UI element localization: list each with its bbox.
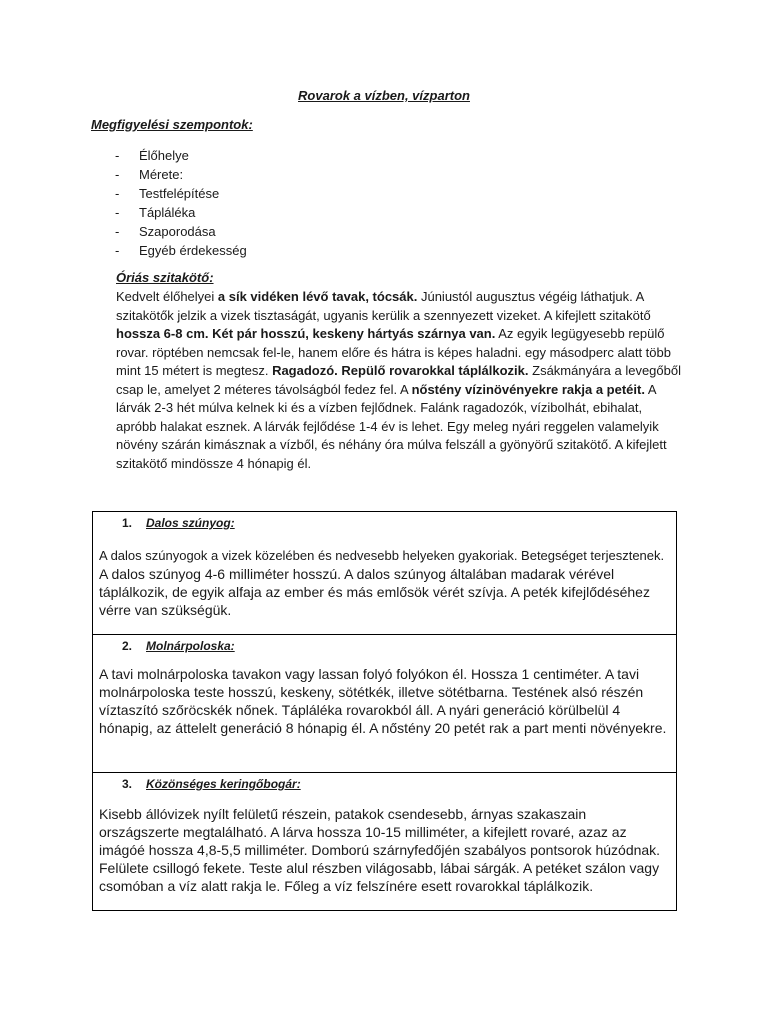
- row-number: 2.: [122, 639, 133, 653]
- row-label: Molnárpoloska:: [146, 639, 235, 653]
- list-item: - Egyéb érdekesség: [115, 241, 247, 260]
- row-heading: [93, 637, 676, 655]
- page-title: Rovarok a vízben, vízparton: [298, 88, 470, 103]
- text-run-bold: Ragadozó. Repülő rovarokkal táplálkozik.: [272, 363, 529, 378]
- list-item: - Testfelépítése: [115, 184, 247, 203]
- row-heading: [93, 775, 676, 793]
- text-run-bold: a sík vidéken lévő tavak, tócsák.: [217, 289, 418, 304]
- text-run: Zsákmányára a levegőből csap le, amelyet 2 méteres távolságból fedez fel. A: [116, 363, 681, 397]
- row-number: 1.: [122, 516, 133, 530]
- observation-heading: Megfigyelési szempontok:: [91, 117, 253, 132]
- row-number: 3.: [122, 777, 133, 791]
- table-row: [93, 637, 676, 773]
- list-item: - Szaporodása: [115, 222, 247, 241]
- dragonfly-paragraph: [116, 288, 682, 473]
- row-lead-text: A dalos szúnyogok a vizek közelében és nedvesebb helyeken gyakoriak. Betegséget terjesztenek.: [99, 548, 665, 563]
- text-run: Az egyik legügyesebb repülő rovar. röptében nemcsak fel-le, hanem előre és hátra is képes haladni. egy másodperc alatt több mint 15 métert is megtesz.: [116, 326, 671, 378]
- text-run: Kedvelt élőhelyei: [116, 289, 218, 304]
- list-item: - Tápláléka: [115, 203, 247, 222]
- row-text: [93, 546, 676, 619]
- row-label: Közönséges keringőbogár:: [146, 777, 301, 791]
- text-run-bold: nőstény vízinövényekre rakja a petéit.: [411, 381, 645, 397]
- row-label: Dalos szúnyog:: [146, 516, 235, 530]
- list-item: - Mérete:: [115, 165, 247, 184]
- criteria-list: [115, 146, 247, 260]
- text-run: A lárvák 2-3 hét múlva kelnek ki és a vízben fejlődnek. Falánk ragadozók, vízibolhát, ebihalat, apróbb halakat esznek. A lárvák fejlődése 1-4 év is lehet. Egy meleg nyári reggelen valamelyik növény szárán kimásznak a vízből, és néhány óra múlva felszáll a gyönyörű szitakötő. A kifejlett szitakötő mindössze 4 hónapig él.: [116, 381, 667, 471]
- table-row: [93, 775, 676, 910]
- row-body-text: A dalos szúnyog 4-6 milliméter hosszú. A dalos szúnyog általában madarak vérével táplálkozik, de egyik alfaja az ember és más emlősök vérét szívja. A peték kifejlődéséhez vérre van szükségük.: [99, 566, 650, 618]
- row-text: [93, 805, 676, 895]
- dragonfly-heading: Óriás szitakötő:: [116, 270, 214, 285]
- row-body-text: Kisebb állóvizek nyílt felületű részein, patakok csendesebb, árnyas szakaszain országszerte megtalálható. A lárva hossza 10-15 milliméter, a kifejlett rovaré, azaz az imágóé hossza 4,8-5,5 milliméter. Domború szárnyfedőjén szabályos pontsorok húzódnak. Felülete csillogó fekete. Teste alul részben világosabb, lábai sárgák. A petéket szálon vagy csomóban a víz alatt rakja le. Főleg a víz felszínére esett rovarokkal táplálkozik.: [99, 806, 661, 894]
- text-run-bold: hossza 6-8 cm. Két pár hosszú, keskeny hártyás szárnya van.: [116, 326, 496, 341]
- row-text: [93, 665, 676, 737]
- list-item: - Élőhelye: [115, 146, 247, 165]
- row-body-text: A tavi molnárpoloska tavakon vagy lassan folyó folyókon él. Hossza 1 centiméter. A tavi molnárpoloska teste hosszú, keskeny, sötétkék, illetve sötétbarna. Testének alsó részén víztaszító szőröcskék nőnek. Tápláléka rovarokból áll. A nyári generáció körülbelül 4 hónapig, az áttelelt generáció 8 hónapig él. A nőstény 20 petét rak a part menti növényekre.: [99, 666, 667, 736]
- row-heading: [93, 514, 676, 532]
- table-row: [93, 514, 676, 635]
- text-run: Júniustól augusztus végéig láthatjuk. A szitakötők jelzik a vizek tisztaságát, ugyanis kerülik a szennyezett vizeket. A kifejlett szitakötő: [116, 289, 651, 323]
- species-table: [92, 511, 677, 911]
